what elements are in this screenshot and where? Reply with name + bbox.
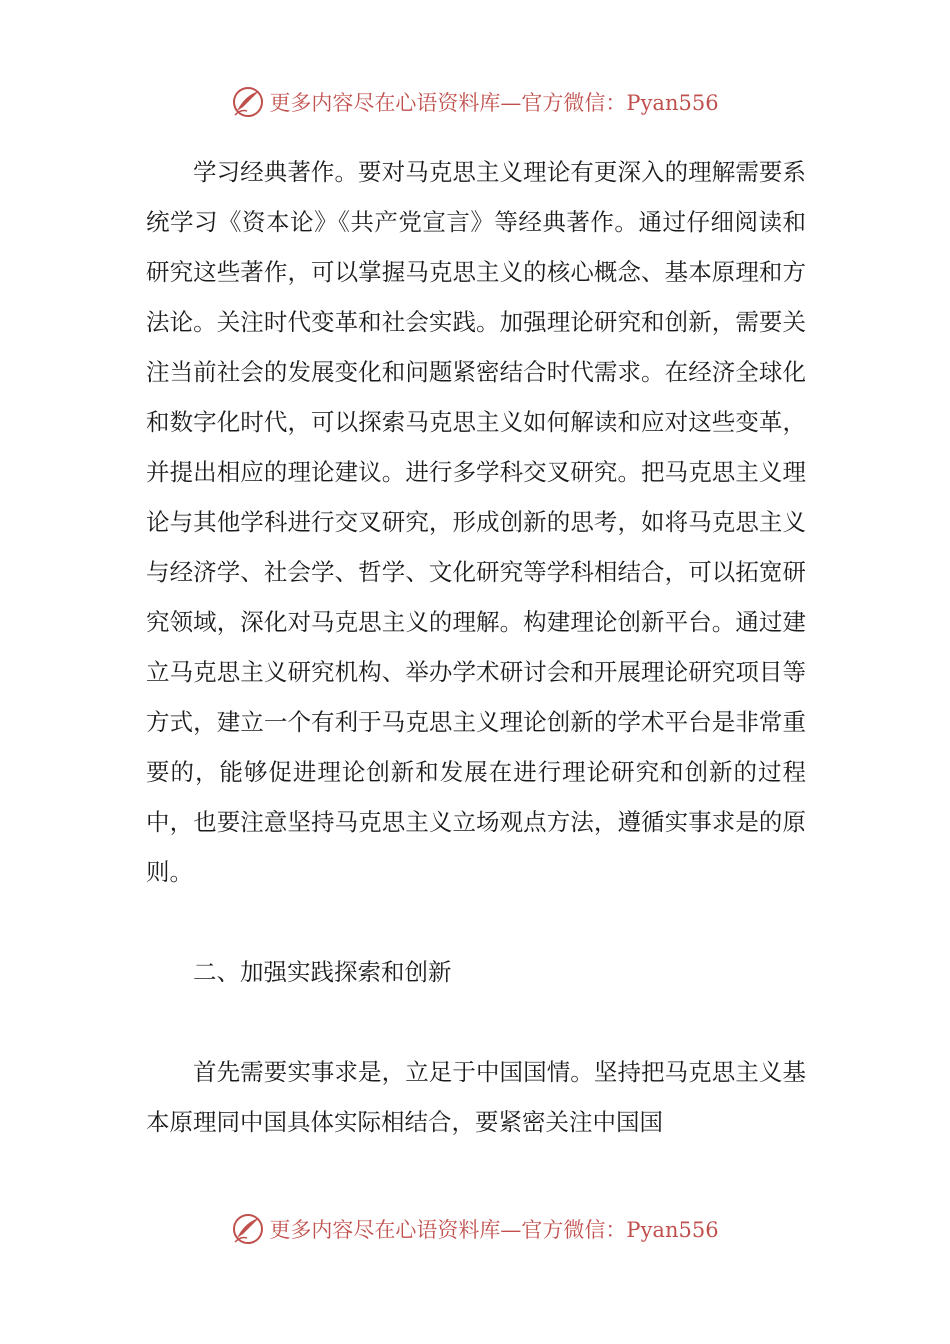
pen-flourish-logo-icon (231, 85, 265, 119)
footer-banner-text: 更多内容尽在心语资料库—官方微信：Pyan556 (269, 1218, 719, 1242)
header-banner-text: 更多内容尽在心语资料库—官方微信：Pyan556 (269, 91, 719, 115)
body-paragraph: 学习经典著作。要对马克思主义理论有更深入的理解需要系统学习《资本论》《共产党宣言》等经典著作。通过仔细阅读和研究这些著作，可以掌握马克思主义的核心概念、基本原理和方法论。关注时代变革和社会实践。加强理论研究和创新，需要关注当前社会的发展变化和问题紧密结合时代需求。在经济全球化和数字化时代，可以探索马克思主义如何解读和应对这些变革，并提出相应的理论建议。进行多学科交叉研究。把马克思主义理论与其他学科进行交叉研究，形成创新的思考，如将马克思主义与经济学、社会学、哲学、文化研究等学科相结合，可以拓宽研究领域，深化对马克思主义的理解。构建理论创新平台。通过建立马克思主义研究机构、举办学术研讨会和开展理论研究项目等方式，建立一个有利于马克思主义理论创新的学术平台是非常重要的，能够促进理论创新和发展在进行理论研究和创新的过程中，也要注意坚持马克思主义立场观点方法，遵循实事求是的原则。 (146, 158, 806, 886)
body-paragraph-2: 首先需要实事求是，立足于中国国情。坚持把马克思主义基本原理同中国具体实际相结合，要紧密关注中国国 (146, 1058, 806, 1136)
footer-banner (0, 1209, 950, 1249)
pen-flourish-logo-icon (231, 1212, 265, 1246)
header-banner (0, 82, 950, 122)
section-heading: 二、加强实践探索和创新 (193, 958, 452, 986)
document-body (146, 147, 806, 1147)
